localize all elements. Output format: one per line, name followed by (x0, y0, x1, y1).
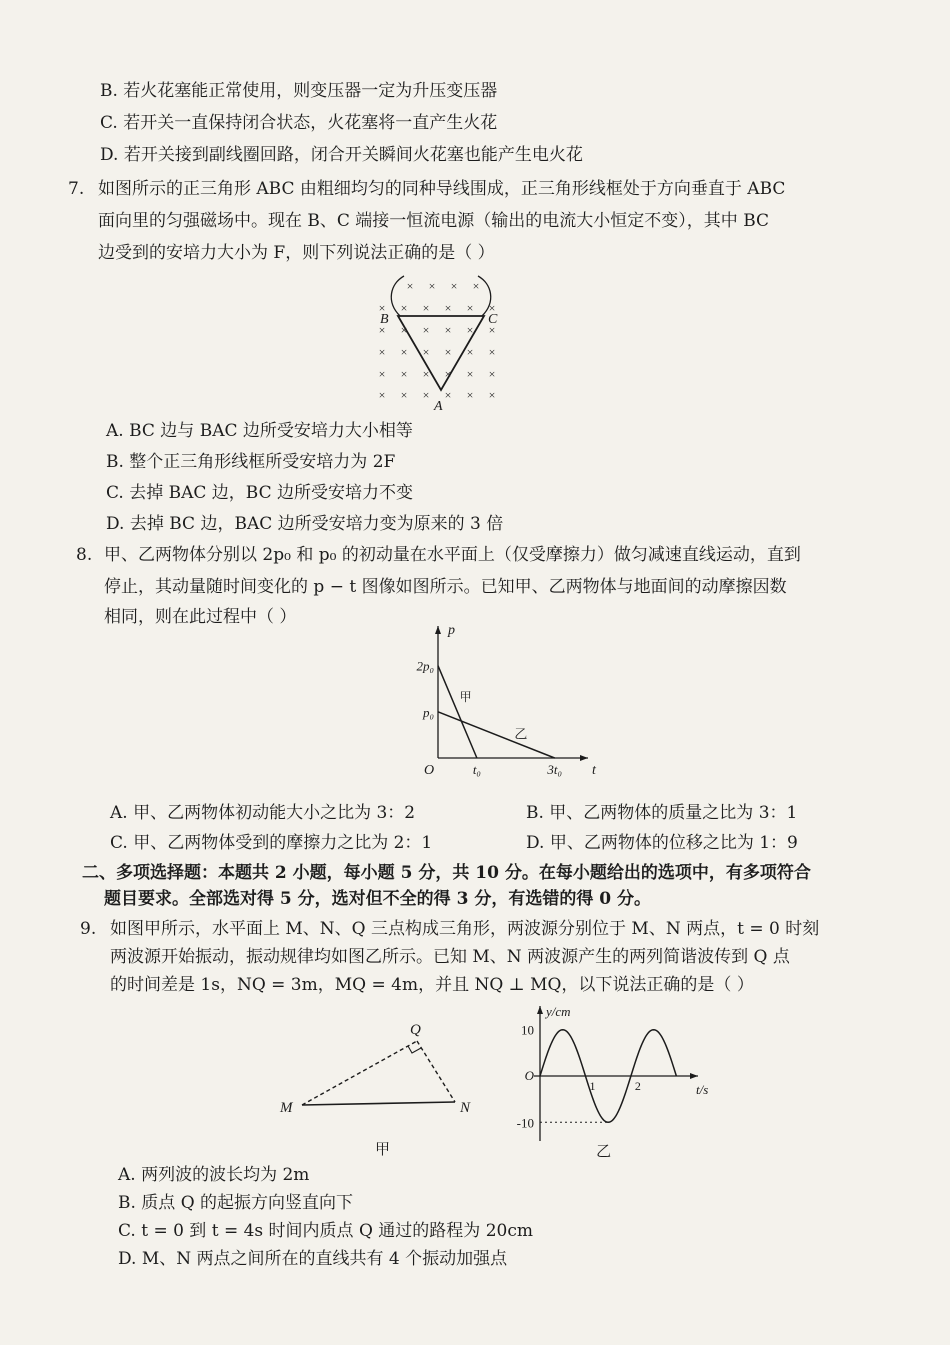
q8-option-b: B. 甲、乙两物体的质量之比为 3：1 (526, 803, 798, 823)
q8-stem-line3: 相同，则在此过程中（ ） (104, 607, 297, 627)
q6-option-c: C. 若开关一直保持闭合状态，火花塞将一直产生火花 (100, 113, 498, 133)
y-tick-label: -10 (516, 1115, 534, 1131)
q7-option-a: A. BC 边与 BAC 边所受安培力大小相等 (106, 421, 413, 441)
q7-stem-line1: 如图所示的正三角形 ABC 由粗细均匀的同种导线围成，正三角形线框处于方向垂直于 ABC (98, 179, 786, 199)
label-q: Q (410, 1022, 421, 1038)
field-cross: × (378, 388, 386, 402)
q9-option-d: D. M、N 两点之间所在的直线共有 4 个振动加强点 (118, 1249, 508, 1269)
q7-stem-line2: 面向里的匀强磁场中。现在 B、C 端接一恒流电源（输出的电流大小恒定不变），其中 BC (98, 211, 770, 231)
q8-option-d: D. 甲、乙两物体的位移之比为 1：9 (526, 833, 798, 853)
field-cross: × (400, 301, 408, 315)
section2-heading-line2: 题目要求。全部选对得 5 分，选对但不全的得 3 分，有选错的得 0 分。 (104, 889, 651, 909)
q8-stem-line2: 停止，其动量随时间变化的 p − t 图像如图所示。已知甲、乙两物体与地面间的动摩擦因数 (104, 577, 787, 597)
label-n: N (460, 1100, 471, 1116)
q8-pt-chart (400, 618, 600, 783)
series-line-jia (438, 666, 477, 758)
field-cross: × (466, 367, 474, 381)
field-cross: × (400, 323, 408, 337)
field-cross: × (422, 388, 430, 402)
field-cross: × (444, 367, 452, 381)
x-tick-label: 2 (634, 1079, 641, 1093)
field-cross: × (378, 345, 386, 359)
y-tick-label: 10 (521, 1022, 534, 1038)
q8-number: 8. (76, 545, 93, 565)
field-cross: × (428, 279, 436, 293)
q9-option-b: B. 质点 Q 的起振方向竖直向下 (118, 1193, 354, 1213)
field-cross: × (444, 323, 452, 337)
y-axis-arrow (537, 1006, 543, 1014)
field-cross: × (378, 301, 386, 315)
field-cross: × (488, 301, 496, 315)
q7-triangle-figure (370, 272, 520, 414)
q7-number: 7. (68, 179, 85, 199)
series-label-yi: 乙 (514, 726, 528, 742)
q7-option-b: B. 整个正三角形线框所受安培力为 2F (106, 452, 396, 472)
field-cross: × (400, 388, 408, 402)
q9-stem-line2: 两波源开始振动，振动规律均如图乙所示。已知 M、N 两波源产生的两列简谐波传到 Q 点 (110, 947, 790, 967)
right-angle-mark (408, 1046, 421, 1053)
y-tick-label: 2p₀ (416, 658, 434, 674)
y-tick-label: p₀ (422, 704, 434, 720)
q8-option-a: A. 甲、乙两物体初动能大小之比为 3：2 (110, 803, 416, 823)
field-cross: × (450, 279, 458, 293)
section2-heading-line1: 二、多项选择题：本题共 2 小题，每小题 5 分，共 10 分。在每小题给出的选项中，有多项符合 (82, 863, 811, 883)
x-tick-label: 1 (589, 1079, 596, 1093)
q7-stem-line3: 边受到的安培力大小为 F，则下列说法正确的是（ ） (98, 243, 495, 263)
field-cross: × (422, 345, 430, 359)
q6-option-d: D. 若开关接到副线圈回路，闭合开关瞬间火花塞也能产生电火花 (100, 145, 583, 165)
y-axis-arrow (435, 626, 441, 634)
series-label-jia: 甲 (459, 689, 472, 704)
field-cross: × (466, 345, 474, 359)
field-cross: × (444, 388, 452, 402)
segment-qn (417, 1041, 455, 1102)
field-cross: × (400, 367, 408, 381)
field-cross: × (378, 367, 386, 381)
segment-mq (302, 1041, 417, 1105)
field-cross: × (422, 301, 430, 315)
q7-option-c: C. 去掉 BAC 边，BC 边所受安培力不变 (106, 483, 414, 503)
q9-option-c: C. t = 0 到 t = 4s 时间内质点 Q 通过的路程为 20cm (118, 1221, 533, 1241)
field-cross: × (444, 345, 452, 359)
q8-option-c: C. 甲、乙两物体受到的摩擦力之比为 2：1 (110, 833, 433, 853)
q9-number: 9. (80, 919, 97, 939)
field-cross: × (422, 367, 430, 381)
q9-stem-line3: 的时间差是 1s，NQ = 3m，MQ = 4m，并且 NQ ⊥ MQ，以下说法正确的是（ ） (110, 975, 754, 995)
x-axis-label: t/s (696, 1082, 709, 1097)
field-cross: × (378, 323, 386, 337)
origin-label: O (424, 763, 435, 778)
field-cross: × (422, 323, 430, 337)
field-cross: × (466, 301, 474, 315)
field-cross: × (406, 279, 414, 293)
field-cross: × (488, 388, 496, 402)
x-axis-arrow (580, 755, 588, 761)
caption-yi: 乙 (596, 1144, 612, 1160)
q9-stem-line1: 如图甲所示，水平面上 M、N、Q 三点构成三角形，两波源分别位于 M、N 两点，t = 0 时刻 (110, 919, 820, 939)
q9-triangle-figure (272, 1016, 492, 1166)
label-m: M (280, 1100, 293, 1116)
q9-option-a: A. 两列波的波长均为 2m (118, 1165, 310, 1185)
x-axis-label: t (592, 763, 596, 778)
q9-vibration-chart (504, 998, 734, 1166)
label-c: C (488, 312, 498, 327)
x-tick-label: 3t₀ (547, 762, 562, 777)
field-cross: × (488, 323, 496, 337)
origin-label: O (524, 1068, 534, 1083)
field-cross: × (466, 323, 474, 337)
x-tick-label: t₀ (472, 762, 481, 777)
field-cross: × (444, 301, 452, 315)
field-cross: × (466, 388, 474, 402)
label-a: A (434, 399, 443, 414)
series-line-yi (438, 712, 555, 758)
q7-option-d: D. 去掉 BC 边，BAC 边所受安培力变为原来的 3 倍 (106, 514, 504, 534)
y-axis-label: y/cm (546, 1004, 571, 1019)
q8-stem-line1: 甲、乙两物体分别以 2p₀ 和 p₀ 的初动量在水平面上（仅受摩擦力）做匀减速直线运动，直到 (104, 545, 801, 565)
y-axis-label: p (448, 623, 455, 638)
field-cross: × (472, 279, 480, 293)
x-axis-arrow (690, 1073, 698, 1079)
segment-mn (302, 1102, 455, 1105)
label-b: B (380, 312, 389, 327)
field-cross: × (488, 367, 496, 381)
q6-option-b: B. 若火花塞能正常使用，则变压器一定为升压变压器 (100, 81, 498, 101)
field-cross: × (488, 345, 496, 359)
caption-jia: 甲 (375, 1142, 391, 1158)
field-cross: × (400, 345, 408, 359)
